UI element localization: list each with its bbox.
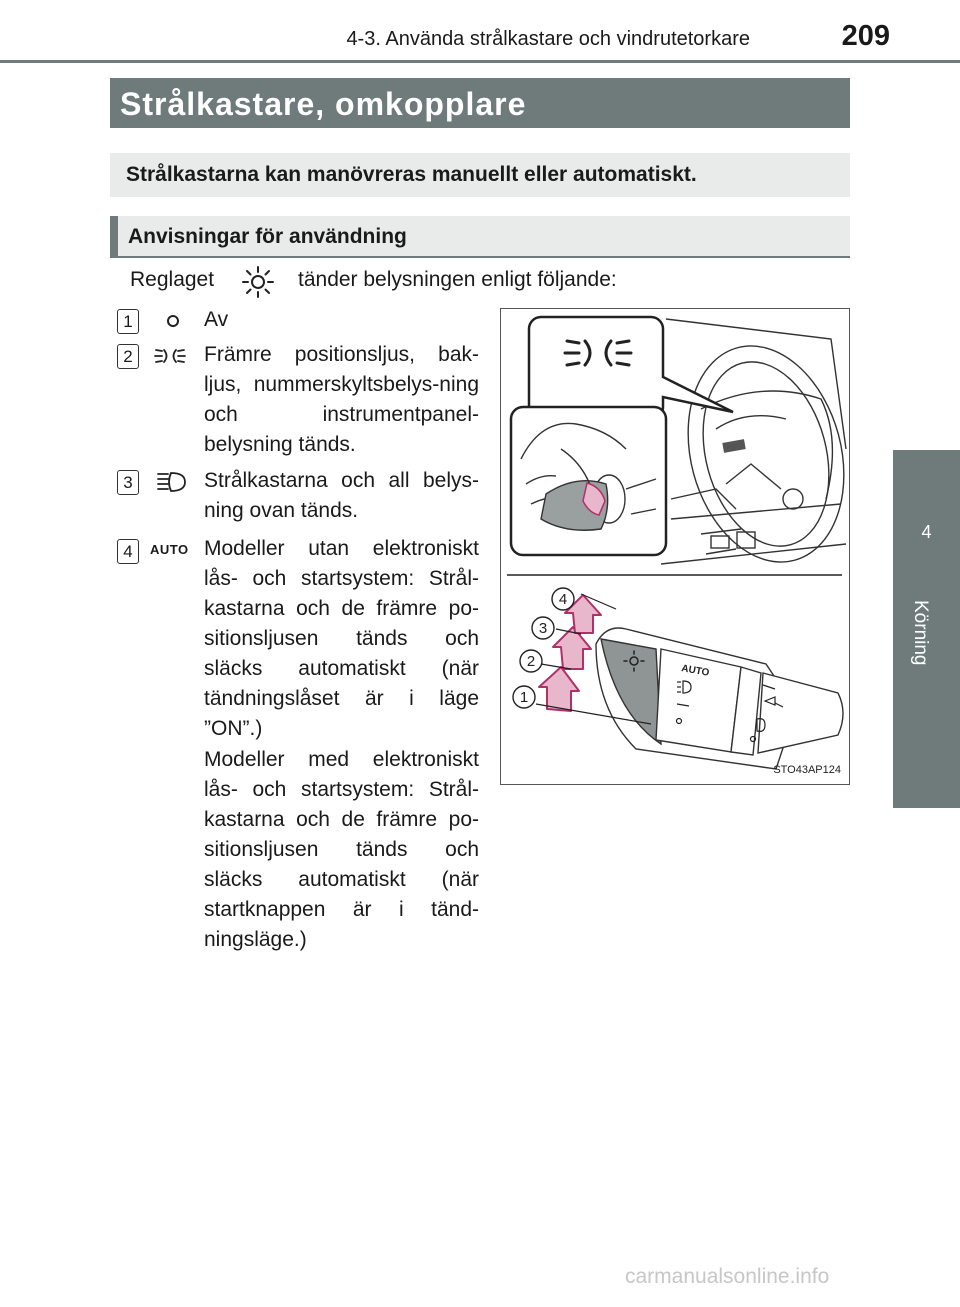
intro-text-after: tänder belysningen enligt följande: (298, 268, 617, 291)
callout-3: 3 (538, 620, 548, 637)
summary-text: Strålkastarna kan manövreras manuellt eller automatiskt. (126, 163, 697, 186)
section-title: Strålkastare, omkopplare (120, 86, 527, 122)
running-header: 4-3. Använda strålkastare och vindrutetorkare (346, 28, 750, 50)
intro-text-before: Reglaget (130, 268, 215, 291)
item-text-4b: Modeller med elektroniskt lås- och startsystem: Strål-kastarna och de främre po-sitionsljusen tänds och släcks automatiskt (när startknappen är i tänd-ningsläge.) (204, 748, 479, 951)
header-rule (0, 60, 960, 63)
item-number-1: 1 (117, 309, 139, 334)
headlight-switch-icon (240, 264, 276, 300)
callout-2: 2 (526, 653, 536, 670)
lever-stalk (722, 439, 745, 453)
item-text-4a: Modeller utan elektroniskt lås- och startsystem: Strål-kastarna och de främre po-sitionsljusen tänds och släcks automatiskt (när tändningslåset är i läge ”ON”.) (204, 537, 479, 740)
watermark: carmanualsonline.info (625, 1265, 830, 1288)
page-number: 209 (841, 20, 890, 52)
subheading-accent (110, 216, 118, 256)
headlight-switch-figure (500, 308, 850, 785)
item-number-2: 2 (117, 344, 139, 369)
off-circle-icon (150, 310, 194, 332)
figure-code: STO43AP124 (773, 764, 841, 776)
chapter-number: 4 (921, 522, 932, 542)
chapter-tab (893, 450, 960, 808)
chapter-title: Körning (910, 600, 931, 666)
section-title-bar (110, 78, 850, 128)
lever-auto-label: AUTO (680, 663, 711, 679)
auto-symbol: AUTO (150, 542, 189, 557)
subheading: Anvisningar för användning (128, 225, 407, 248)
headlight-icon (150, 468, 194, 496)
position-light-icon (150, 344, 194, 368)
callout-1: 1 (519, 689, 529, 706)
subheading-bar (110, 216, 850, 258)
item-number-4: 4 (117, 539, 139, 564)
callout-4: 4 (558, 591, 568, 608)
item-text-1: Av (204, 308, 229, 331)
figure-illustration (501, 309, 848, 783)
item-text-3: Strålkastarna och all belys-ning ovan tänds. (204, 469, 479, 522)
item-text-2: Främre positionsljus, bak-ljus, nummerskyltsbelys-ning och instrumentpanel-belysning tänds. (204, 343, 479, 456)
summary-box (110, 153, 850, 197)
item-number-3: 3 (117, 470, 139, 495)
